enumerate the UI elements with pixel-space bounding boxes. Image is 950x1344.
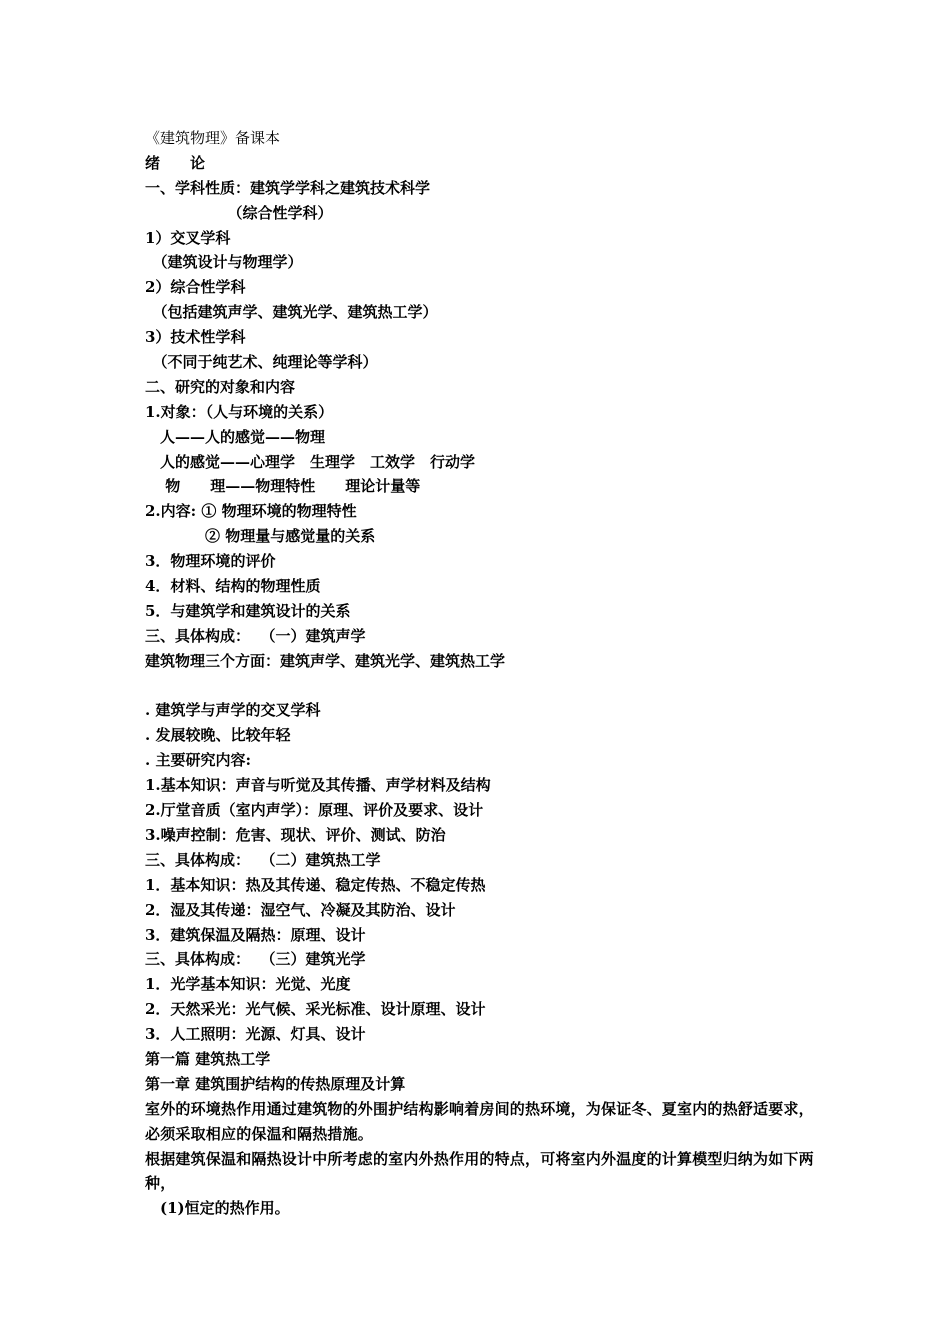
list-item: 5．与建筑学和建筑设计的关系 — [145, 601, 351, 620]
paragraph: 根据建筑保温和隔热设计中所考虑的室内外热作用的特点，可将室内外温度的计算模型归纳为如下两种， — [145, 1149, 814, 1193]
chapter-heading: 第一章 建筑围护结构的传热原理及计算 — [145, 1074, 406, 1093]
section-acoustics: 三、具体构成： （一）建筑声学 — [145, 626, 366, 645]
list-item-sub: （建筑设计与物理学） — [145, 253, 303, 272]
list-item: 2.厅堂音质（室内声学）：原理、评价及要求、设计 — [145, 801, 484, 820]
list-item: 2.内容: ① 物理环境的物理特性 — [145, 502, 357, 521]
list-item: 1）交叉学科 — [145, 228, 231, 247]
list-item: 3．建筑保温及隔热：原理、设计 — [145, 925, 366, 944]
list-item: 1．基本知识：热及其传递、稳定传热、不稳定传热 — [145, 875, 486, 894]
list-item: 2．天然采光：光气候、采光标准、设计原理、设计 — [145, 1000, 486, 1019]
section-objects: 二、研究的对象和内容 — [145, 377, 296, 396]
list-item-sub: （包括建筑声学、建筑光学、建筑热工学） — [145, 303, 438, 322]
list-item: 3.噪声控制：危害、现状、评价、测试、防治 — [145, 825, 446, 844]
list-item: . 主要研究内容: — [145, 751, 251, 770]
list-item: 4．材料、结构的物理性质 — [145, 577, 321, 596]
list-item: 2）综合性学科 — [145, 278, 246, 297]
section-optics: 三、具体构成： （三）建筑光学 — [145, 950, 366, 969]
list-item: (1)恒定的热作用。 — [145, 1199, 290, 1218]
section-thermal: 三、具体构成： （二）建筑热工学 — [145, 850, 381, 869]
list-item: 1.基本知识：声音与听觉及其传播、声学材料及结构 — [145, 776, 491, 795]
section-heading: 绪 论 — [145, 153, 206, 172]
blank-line — [145, 674, 815, 699]
list-item: 1.对象：（人与环境的关系） — [145, 402, 334, 421]
list-item: 3．物理环境的评价 — [145, 552, 276, 571]
list-item-sub: （不同于纯艺术、纯理论等学科） — [145, 353, 378, 372]
document-title: 《建筑物理》备课本 — [145, 129, 281, 147]
list-item: 1．光学基本知识：光觉、光度 — [145, 975, 351, 994]
list-item: 2．湿及其传递：湿空气、冷凝及其防治、设计 — [145, 900, 456, 919]
list-item-sub: 人的感觉——心理学 生理学 工效学 行动学 — [145, 452, 476, 471]
section-nature-sub: （综合性学科） — [145, 203, 333, 222]
list-item-sub: 物 理——物理特性 理论计量等 — [145, 477, 421, 496]
list-item: . 建筑学与声学的交叉学科 — [145, 701, 321, 720]
list-item: 3．人工照明：光源、灯具、设计 — [145, 1025, 366, 1044]
section-nature: 一、学科性质：建筑学学科之建筑技术科学 — [145, 178, 431, 197]
three-aspects: 建筑物理三个方面：建筑声学、建筑光学、建筑热工学 — [145, 651, 506, 670]
document-body — [145, 126, 815, 1221]
paragraph: 室外的环境热作用通过建筑物的外围护结构影响着房间的热环境，为保证冬、夏室内的热舒适要求，必须采取相应的保温和隔热措施。 — [145, 1099, 814, 1143]
list-item: 3）技术性学科 — [145, 328, 246, 347]
part-heading: 第一篇 建筑热工学 — [145, 1049, 271, 1068]
list-item: . 发展较晚、比较年轻 — [145, 726, 291, 745]
list-item-sub: ② 物理量与感觉量的关系 — [145, 527, 376, 546]
list-item-sub: 人——人的感觉——物理 — [145, 427, 326, 446]
